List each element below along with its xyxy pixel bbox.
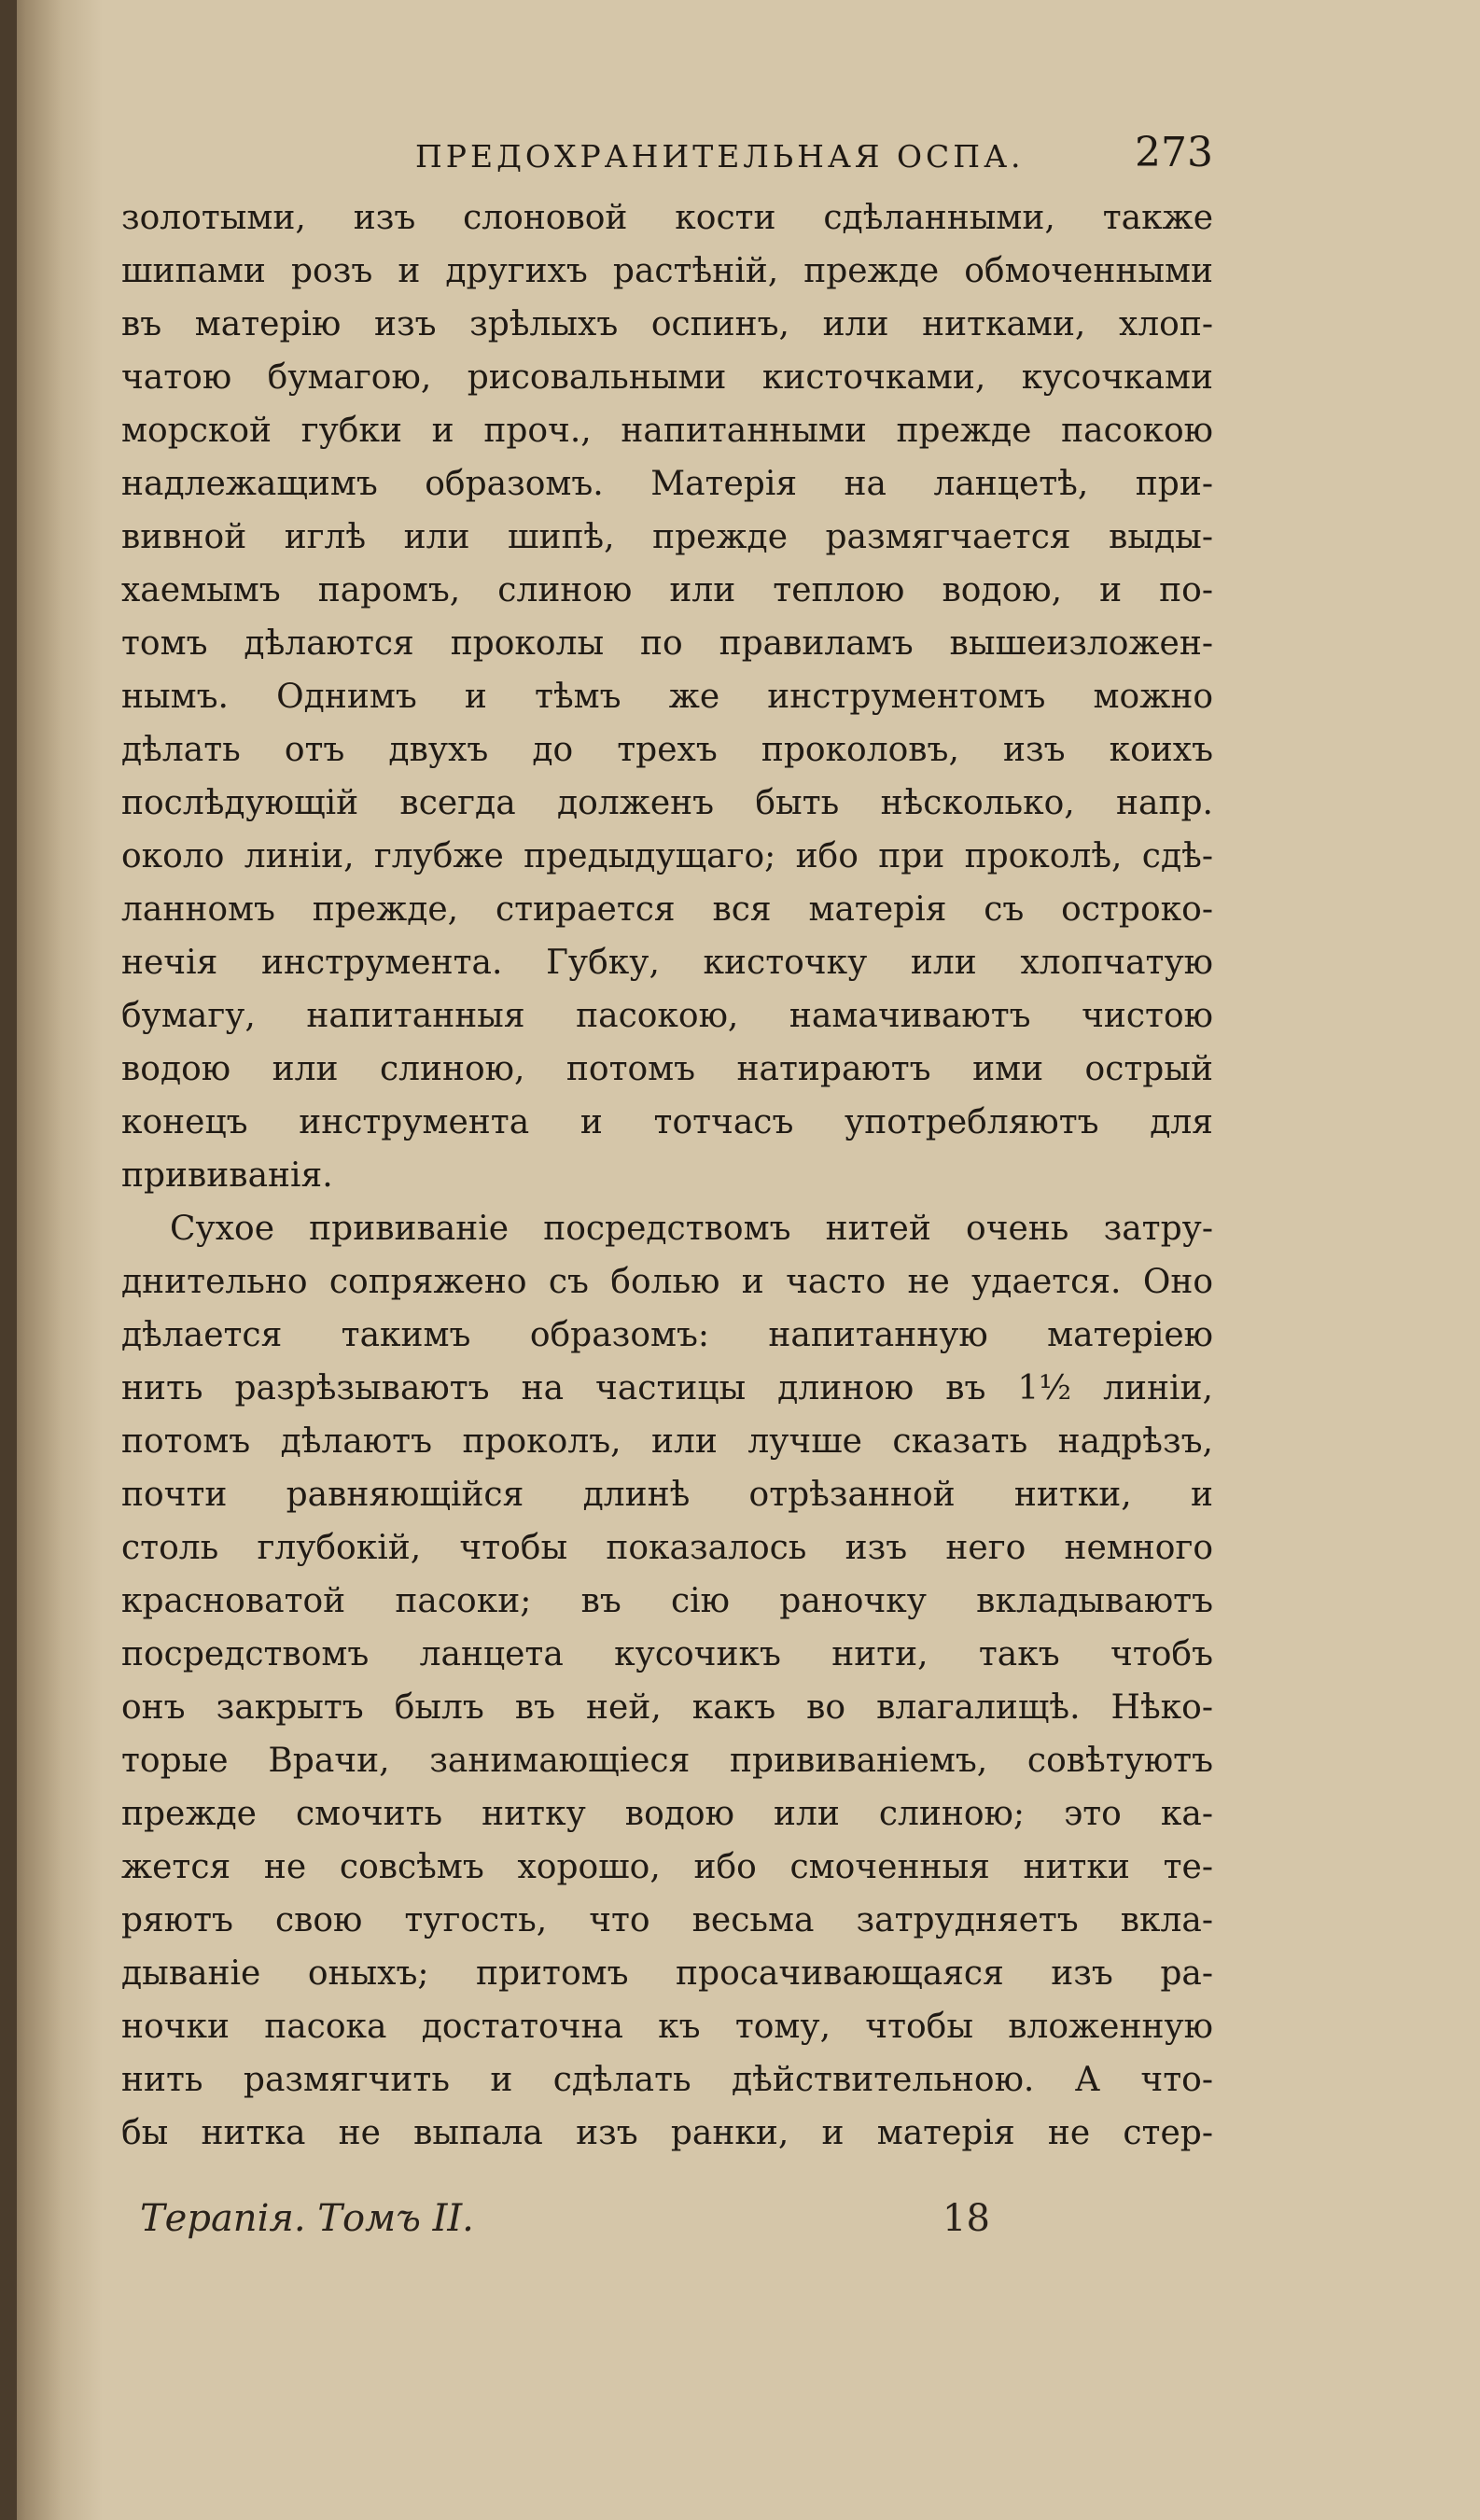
- text-line: ночки пасока достаточна къ тому, чтобы вложенную: [121, 2008, 1213, 2046]
- text-line: шипами розъ и другихъ растѣній, прежде обмоченными: [121, 252, 1213, 290]
- paragraph: [121, 1202, 1213, 2160]
- page-header: [187, 129, 1241, 185]
- text-line: прививанія.: [121, 1156, 333, 1195]
- text-line: послѣдующій всегда долженъ быть нѣсколько, напр.: [121, 784, 1213, 822]
- running-title: ПРЕДОХРАНИТЕЛЬНАЯ ОСПА.: [415, 138, 1025, 175]
- text-line: днительно сопряжено съ болью и часто не удается. Оно: [121, 1263, 1213, 1301]
- text-line: онъ закрытъ былъ въ ней, какъ во влагалищѣ. Нѣко-: [121, 1688, 1213, 1727]
- text-line: конецъ инструмента и тотчасъ употребляютъ для: [121, 1103, 1213, 1141]
- text-line: въ матерію изъ зрѣлыхъ оспинъ, или нитками, хлоп-: [121, 305, 1213, 343]
- text-line: бы нитка не выпала изъ ранки, и матерія не стер-: [121, 2114, 1213, 2152]
- page-footer: [140, 2197, 1073, 2253]
- text-line: почти равняющійся длинѣ отрѣзанной нитки, и: [121, 1476, 1213, 1514]
- text-line: нечія инструмента. Губку, кисточку или хлопчатую: [121, 944, 1213, 982]
- text-line: дываніе оныхъ; притомъ просачивающаяся изъ ра-: [121, 1954, 1213, 1993]
- text-line: жется не совсѣмъ хорошо, ибо смоченныя нитки те-: [121, 1848, 1213, 1886]
- text-line: томъ дѣлаются проколы по правиламъ вышеизложен-: [121, 624, 1213, 663]
- text-line: торые Врачи, занимающіеся прививаніемъ, совѣтуютъ: [121, 1742, 1213, 1780]
- text-line: столь глубокій, чтобы показалось изъ него немного: [121, 1529, 1213, 1567]
- text-line: красноватой пасоки; въ сію раночку вкладываютъ: [121, 1582, 1213, 1620]
- signature-number: 18: [942, 2197, 990, 2240]
- text-line: ряютъ свою тугость, что весьма затрудняетъ вкла-: [121, 1901, 1213, 1939]
- text-line: чатою бумагою, рисовальными кисточками, кусочками: [121, 358, 1213, 397]
- text-line: нить размягчить и сдѣлать дѣйствительною. А что-: [121, 2061, 1213, 2099]
- text-line: ланномъ прежде, стирается вся матерія съ остроко-: [121, 890, 1213, 929]
- text-line: посредствомъ ланцета кусочикъ нити, такъ чтобъ: [121, 1635, 1213, 1673]
- text-line: золотыми, изъ слоновой кости сдѣланными, также: [121, 199, 1213, 237]
- text-line: вивной иглѣ или шипѣ, прежде размягчается выды-: [121, 518, 1213, 556]
- signature-mark: Терапія. Томъ II.: [140, 2197, 474, 2240]
- text-line: надлежащимъ образомъ. Матерія на ланцетѣ, при-: [121, 465, 1213, 503]
- text-line: дѣлать отъ двухъ до трехъ проколовъ, изъ коихъ: [121, 731, 1213, 769]
- page-gutter-edge: [0, 0, 17, 2520]
- text-line: потомъ дѣлаютъ проколъ, или лучше сказать надрѣзъ,: [121, 1422, 1213, 1461]
- text-line: морской губки и проч., напитанными прежде пасокою: [121, 412, 1213, 450]
- text-line: около линіи, глубже предыдущаго; ибо при проколѣ, сдѣ-: [121, 837, 1213, 875]
- body-text: [121, 191, 1213, 2160]
- text-line: прежде смочить нитку водою или слиною; это ка-: [121, 1795, 1213, 1833]
- text-line: водою или слиною, потомъ натираютъ ими острый: [121, 1050, 1213, 1088]
- text-line: нымъ. Однимъ и тѣмъ же инструментомъ можно: [121, 678, 1213, 716]
- page-number: 273: [1135, 129, 1213, 176]
- text-line: нить разрѣзываютъ на частицы длиною въ 1½ линіи,: [121, 1369, 1213, 1407]
- text-line: дѣлается такимъ образомъ: напитанную матеріею: [121, 1316, 1213, 1354]
- text-line: Сухое прививаніе посредствомъ нитей очень затру-: [170, 1210, 1213, 1248]
- text-line: хаемымъ паромъ, слиною или теплою водою, и по-: [121, 571, 1213, 609]
- text-line: бумагу, напитанныя пасокою, намачиваютъ чистою: [121, 997, 1213, 1035]
- paragraph: [121, 191, 1213, 1202]
